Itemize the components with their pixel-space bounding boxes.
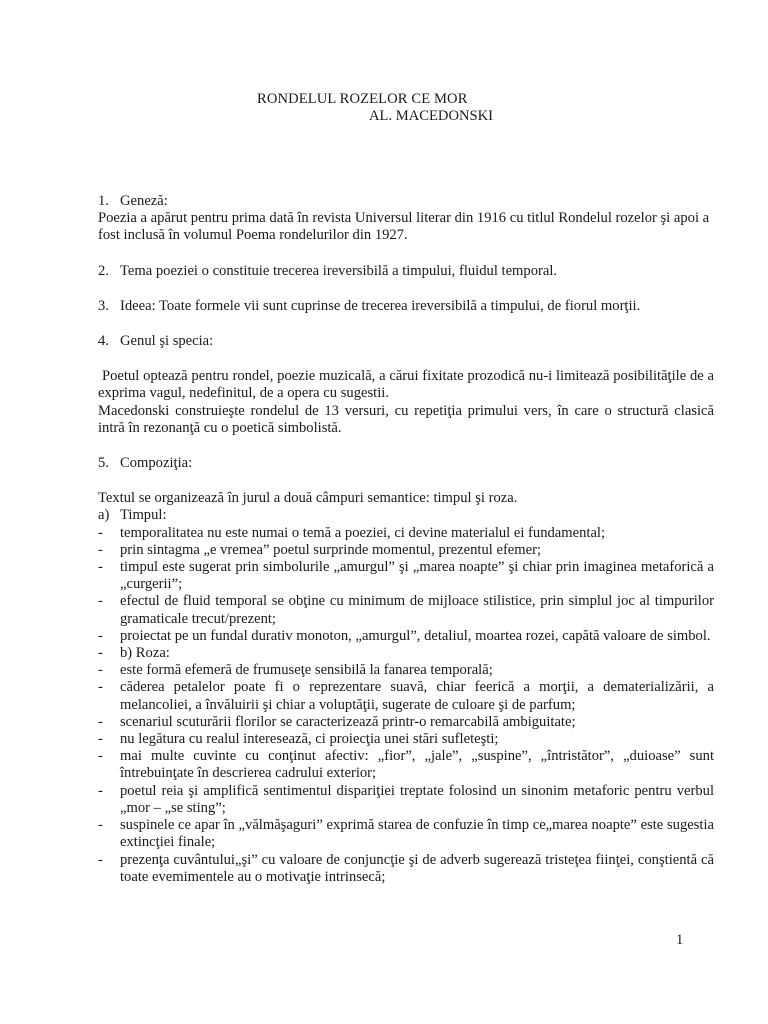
section-text: Ideea: Toate formele vii sunt cuprinse de trecerea ireversibilă a timpului, de fiorul morţii. bbox=[120, 297, 641, 314]
bullet-dash: - bbox=[98, 817, 103, 834]
section-3 bbox=[98, 298, 714, 315]
bullet-dash: - bbox=[98, 748, 103, 765]
list-item bbox=[98, 714, 714, 731]
list-item bbox=[98, 645, 714, 662]
list-item-text: suspinele ce apar în „vălmăşaguri” exprimă starea de confuzie în timp ce„marea noapte” este sugestia extincţiei finale; bbox=[120, 817, 714, 851]
section-heading: Compoziţia: bbox=[120, 455, 193, 472]
subsection-b-label: b) Roza: bbox=[120, 645, 170, 662]
list-item bbox=[98, 628, 714, 645]
subsection-label: Timpul: bbox=[120, 507, 167, 524]
list-item bbox=[98, 731, 714, 748]
section-text: Tema poeziei o constituie trecerea ireversibilă a timpului, fluidul temporal. bbox=[120, 262, 558, 279]
bullet-dash: - bbox=[98, 679, 103, 696]
document-author: AL. MACEDONSKI bbox=[369, 108, 494, 124]
page-number: 1 bbox=[676, 932, 684, 948]
list-item-text: timpul este sugerat prin simbolurile „amurgul” şi „marea noapte” şi chiar prin imaginea metaforică a „curgerii”; bbox=[120, 559, 714, 593]
list-item bbox=[98, 852, 714, 886]
bullet-dash: - bbox=[98, 559, 103, 576]
list-item bbox=[98, 783, 714, 817]
section-1-text: Poezia a apărut pentru prima dată în revista Universul literar din 1916 cu titlul Rondelul rozelor şi apoi a fost inclusă în volumul Poema rondelurilor din 1927. bbox=[98, 210, 710, 244]
list-item bbox=[98, 525, 714, 542]
bullet-dash: - bbox=[98, 593, 103, 610]
bullet-dash: - bbox=[98, 713, 103, 730]
bullet-dash: - bbox=[98, 627, 103, 644]
section-heading: Genul şi specia: bbox=[120, 333, 214, 350]
list-item-text: proiectat pe un fundal durativ monoton, „amurgul”, detaliul, moartea rozei, capătă valoare de simbol. bbox=[120, 627, 711, 644]
list-item-text: nu legătura cu realul interesează, ci proiecţia unei stări sufleteşti; bbox=[120, 731, 499, 748]
document-title: RONDELUL ROZELOR CE MOR bbox=[257, 91, 468, 107]
section-heading: Geneză: bbox=[120, 193, 168, 209]
list-item-text: mai multe cuvinte cu conţinut afectiv: „fior”, „jale”, „suspine”, „întristător”, „duioase” sunt întrebuinţate în descrierea cadrului exterior; bbox=[120, 748, 714, 782]
section-4-paragraph-2: Macedonski construieşte rondelul de 13 versuri, cu repetiţia primului vers, în care o structură clasică intră în rezonanţă cu o poetică simbolistă. bbox=[98, 402, 714, 436]
section-number: 4. bbox=[98, 333, 109, 350]
section-number: 3. bbox=[98, 297, 109, 314]
section-4-paragraph-1: Poetul optează pentru rondel, poezie muzicală, a cărui fixitate prozodică nu-i limitează posibilităţile de a exprima vagul, nedefinitul, de a opera cu sugestii. bbox=[98, 368, 714, 402]
section-1-heading bbox=[98, 193, 714, 210]
list-item bbox=[98, 559, 714, 593]
list-item bbox=[98, 593, 714, 627]
bullet-dash: - bbox=[98, 851, 103, 868]
list-item-text: este formă efemeră de frumuseţe sensibilă la fanarea temporală; bbox=[120, 662, 493, 679]
section-number: 1. bbox=[98, 193, 109, 209]
list-item-text: poetul reia şi amplifică sentimentul dispariţiei treptate folosind un sinonim metaforic pentru verbul „mor – „se sting”; bbox=[120, 782, 714, 816]
document-body bbox=[98, 193, 714, 886]
bullet-dash: - bbox=[98, 782, 103, 799]
subsection-marker: a) bbox=[98, 507, 110, 524]
bullet-dash: - bbox=[98, 662, 103, 679]
subsection-a bbox=[98, 507, 714, 524]
list-item-text: căderea petalelor poate fi o reprezentare suavă, chiar feerică a morţii, a dematerializării, a melancoliei, a învăluirii şi chiar a voluptăţii, sugerate de culoare şi de parfum; bbox=[120, 679, 714, 713]
bullet-dash: - bbox=[98, 645, 103, 662]
list-item bbox=[98, 748, 714, 782]
section-number: 5. bbox=[98, 455, 109, 472]
bullet-dash: - bbox=[98, 541, 103, 558]
list-item bbox=[98, 662, 714, 679]
list-item bbox=[98, 542, 714, 559]
list-item bbox=[98, 817, 714, 851]
section-4-heading bbox=[98, 333, 714, 350]
list-item-text: temporalitatea nu este numai o temă a poeziei, ci devine materialul ei fundamental; bbox=[120, 524, 606, 541]
section-5-intro: Textul se organizează în jurul a două câmpuri semantice: timpul şi roza. bbox=[98, 490, 518, 507]
list-item-text: prezenţa cuvântului„şi” cu valoare de conjuncţie şi de adverb sugerează tristeţea fiinţei, conştientă că toate evemimentele au o motivaţie intrinsecă; bbox=[120, 851, 714, 885]
bullet-dash: - bbox=[98, 731, 103, 748]
list-item bbox=[98, 679, 714, 713]
bullet-dash: - bbox=[98, 524, 103, 541]
list-item-text: prin sintagma „e vremea” poetul surprinde momentul, prezentul efemer; bbox=[120, 541, 542, 558]
section-5-heading bbox=[98, 455, 714, 472]
section-number: 2. bbox=[98, 262, 109, 279]
list-item-text: efectul de fluid temporal se obţine cu minimum de mijloace stilistice, prin simplul joc al timpurilor gramaticale trecut/prezent; bbox=[120, 593, 714, 627]
list-item-text: scenariul scuturării florilor se caracterizează printr-o remarcabilă ambiguitate; bbox=[120, 713, 576, 730]
section-2 bbox=[98, 263, 714, 280]
